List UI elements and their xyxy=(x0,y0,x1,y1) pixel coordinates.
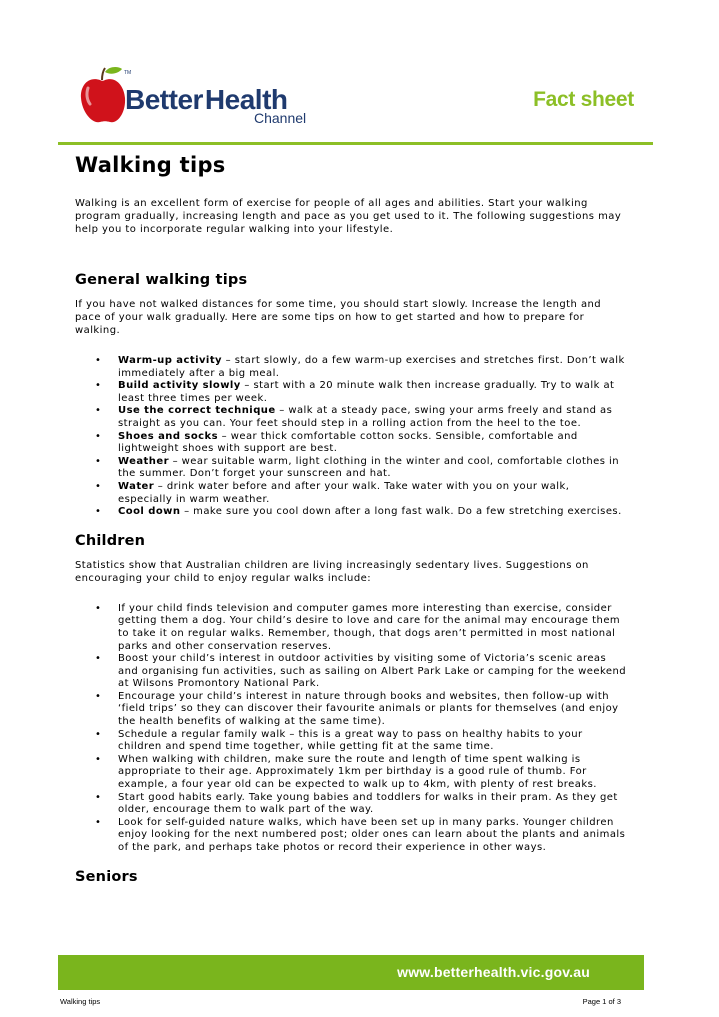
list-item xyxy=(75,506,627,519)
document-body xyxy=(75,153,627,895)
tip-text: – walk at a steady pace, swing your arms freely and stand as straight as you can. Your feet should step in a rolling action from the heel to the toe. xyxy=(118,405,613,429)
bullet-icon: • xyxy=(95,380,102,392)
tip-text: – start with a 20 minute walk then increase gradually. Try to walk at least three times per week. xyxy=(118,380,615,404)
list-item xyxy=(75,729,627,754)
general-tips-list xyxy=(75,355,627,519)
bullet-icon: • xyxy=(95,791,102,803)
intro-paragraph: Walking is an excellent form of exercise for people of all ages and abilities. Start your walking program gradually, increasing length and pace as you get used to it. The following suggestions may help you to incorporate regular walking into your lifestyle. xyxy=(75,198,622,235)
children-paragraph: Statistics show that Australian children are living increasingly sedentary lives. Suggestions on encouraging your child to enjoy regular walks include: xyxy=(75,559,589,584)
brand-health: Health xyxy=(204,84,288,115)
website-link[interactable]: www.betterhealth.vic.gov.au xyxy=(397,964,590,980)
page-title: Walking tips xyxy=(75,153,226,177)
list-item xyxy=(75,754,627,792)
better-health-channel-logo[interactable] xyxy=(78,66,328,126)
list-item xyxy=(75,355,627,380)
tip-term: Build activity slowly xyxy=(118,380,241,392)
list-item xyxy=(75,481,627,506)
tip-text: – wear suitable warm, light clothing in the winter and cool, comfortable clothes in the summer. Don’t forget your sunscreen and hat. xyxy=(118,455,620,480)
tip-text: If your child finds television and computer games more interesting than exercise, consider getting them a dog. Your child’s desire to love and care for the animal may encourage them to take it on regular walks. Remember, though, that dogs aren’t permitted in most national parks and other conservation reserves. xyxy=(118,602,621,652)
tip-text: When walking with children, make sure the route and length of time spent walking is appropriate to their age. Approximately 1km per birthday is a good rule of thumb. For example, a four year old can be expected to walk up to 4km, with plenty of rest breaks. xyxy=(118,753,597,791)
bullet-icon: • xyxy=(95,455,102,467)
section-heading-children: Children xyxy=(75,532,146,549)
general-paragraph: If you have not walked distances for some time, you should start slowly. Increase the length and pace of your walk gradually. Here are some tips on how to get started and how to prepare for walking. xyxy=(75,299,602,336)
header-rule xyxy=(58,142,653,145)
bullet-icon: • xyxy=(95,753,102,765)
tip-text: – start slowly, do a few warm-up exercises and stretches first. Don’t walk immediately after a big meal. xyxy=(118,355,625,379)
tip-text: – make sure you cool down after a long fast walk. Do a few stretching exercises. xyxy=(180,506,622,518)
list-item xyxy=(75,603,627,653)
tip-term: Shoes and socks xyxy=(118,430,219,442)
bullet-icon: • xyxy=(95,506,102,518)
tip-term: Weather xyxy=(118,455,169,467)
tip-text: Boost your child’s interest in outdoor activities by visiting some of Victoria’s scenic areas and organising fun activities, such as sailing on Albert Park Lake or camping for the weekend at Wilsons Promontory National Park. xyxy=(118,653,627,690)
bullet-icon: • xyxy=(95,480,102,492)
tip-text: Look for self-guided nature walks, which have been set up in many parks. Younger children enjoy looking for the next numbered post; older ones can learn about the plants and animals of the park, and perhaps take photos or record their experience in other ways. xyxy=(118,816,626,853)
tip-term: Water xyxy=(118,480,155,492)
apple-icon xyxy=(81,67,125,122)
brand-channel: Channel xyxy=(254,110,307,126)
list-item xyxy=(75,431,627,456)
list-item xyxy=(75,405,627,430)
tip-text: Schedule a regular family walk – this is a great way to pass on healthy habits to your children and spend time together, while getting fit at the same time. xyxy=(118,728,583,753)
bullet-icon: • xyxy=(95,653,102,665)
bullet-icon: • xyxy=(95,690,102,702)
list-item xyxy=(75,792,627,817)
section-heading-seniors: Seniors xyxy=(75,868,138,885)
list-item xyxy=(75,456,627,481)
list-item xyxy=(75,691,627,729)
section-heading-general: General walking tips xyxy=(75,272,248,288)
fact-sheet-label: Fact sheet xyxy=(533,88,634,111)
bullet-icon: • xyxy=(95,602,102,614)
tip-term: Cool down xyxy=(118,506,181,518)
bullet-icon: • xyxy=(95,355,102,366)
list-item xyxy=(75,817,627,855)
bullet-icon: • xyxy=(95,816,102,828)
bullet-icon: • xyxy=(95,430,102,442)
tip-term: Use the correct technique xyxy=(118,405,276,417)
bullet-icon: • xyxy=(95,405,102,417)
footer-bar xyxy=(58,955,644,990)
list-item xyxy=(75,380,627,405)
tip-term: Warm-up activity xyxy=(118,355,223,366)
bullet-icon: • xyxy=(95,728,102,740)
tip-text: – drink water before and after your walk. Take water with you on your walk, especially in warm weather. xyxy=(118,480,570,505)
tip-text: – wear thick comfortable cotton socks. Sensible, comfortable and lightweight shoes with support are best. xyxy=(118,430,578,455)
trademark-mark: TM xyxy=(124,70,132,76)
footer-doc-title: Walking tips xyxy=(60,997,101,1006)
children-tips-list xyxy=(75,603,627,855)
tip-text: Encourage your child’s interest in nature through books and websites, then follow-up with ‘field trips’ so they can discover their favourite animals or plants for themselves (and enjoy the health benefits of walking at the same time). xyxy=(118,690,619,728)
list-item xyxy=(75,653,627,691)
brand-better: Better xyxy=(125,84,203,115)
tip-text: Start good habits early. Take young babies and toddlers for walks in their pram. As they get older, encourage them to walk part of the way. xyxy=(118,791,618,816)
page-number: Page 1 of 3 xyxy=(582,997,621,1006)
